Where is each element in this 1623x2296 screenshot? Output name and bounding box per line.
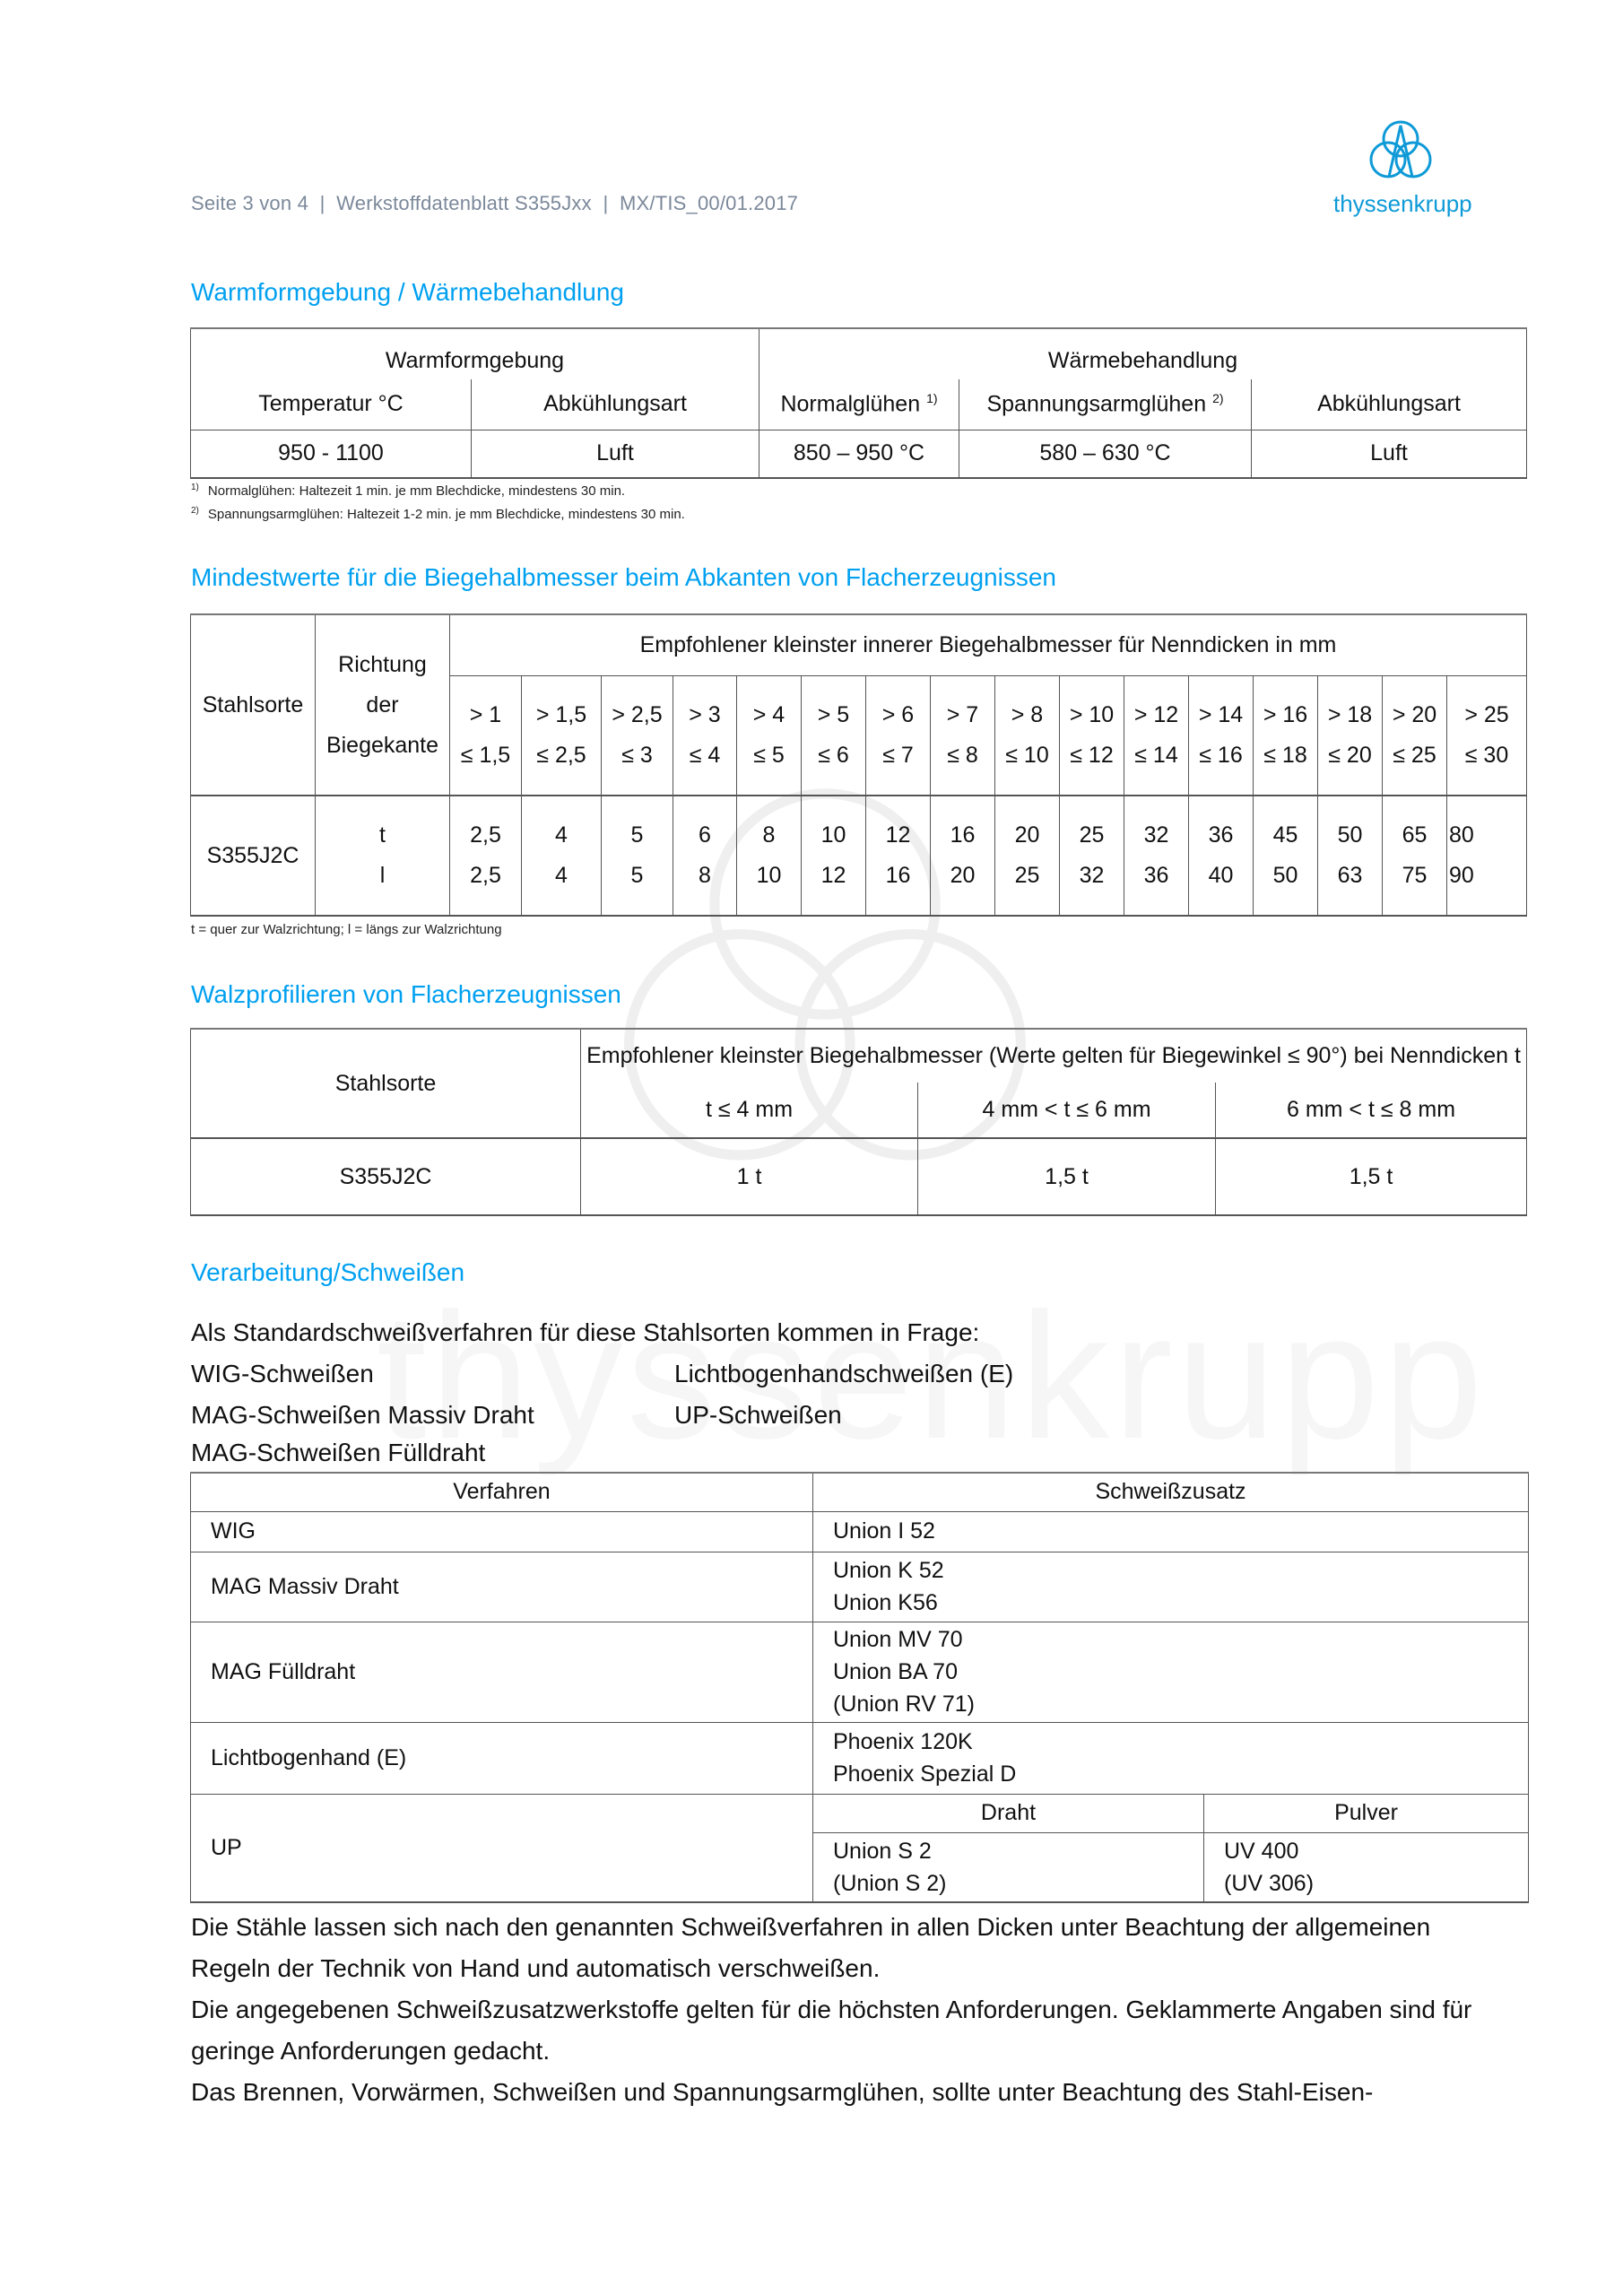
cell-bend-value: 25 32 bbox=[1060, 796, 1124, 916]
cell-value: 1 t bbox=[581, 1138, 918, 1215]
cell-zusatz-lichtbogen: Phoenix 120K Phoenix Spezial D bbox=[813, 1722, 1529, 1794]
col-header-pulver: Pulver bbox=[1204, 1794, 1529, 1832]
cell-up-pulver: UV 400 (UV 306) bbox=[1204, 1832, 1529, 1902]
cell-value: 1,5 t bbox=[918, 1138, 1216, 1215]
process-lichtbogen: Lichtbogenhandschweißen (E) bbox=[674, 1360, 1014, 1387]
table-row bbox=[191, 1722, 1529, 1794]
footnote-richtung: t = quer zur Walzrichtung; l = längs zur Walzrichtung bbox=[191, 922, 502, 937]
cell-zusatz-mag-fuell: Union MV 70 Union BA 70 (Union RV 71) bbox=[813, 1622, 1529, 1722]
col-header-range: > 14 ≤ 16 bbox=[1189, 675, 1254, 796]
cell-bend-value: 50 63 bbox=[1318, 796, 1383, 916]
cell-up-draht: Union S 2 (Union S 2) bbox=[813, 1832, 1204, 1902]
group-header-warmformgebung: Warmformgebung bbox=[191, 328, 759, 379]
paragraph-line: Die angegebenen Schweißzusatzwerkstoffe gelten für die höchsten Anforderungen. Geklammerte Angaben sind für bbox=[191, 1996, 1472, 2023]
cell-verfahren-wig: WIG bbox=[191, 1511, 813, 1552]
col-header-range: > 7 ≤ 8 bbox=[931, 675, 995, 796]
cell-bend-value: 65 75 bbox=[1383, 796, 1447, 916]
process-wig: WIG-Schweißen bbox=[191, 1360, 374, 1387]
cell-bend-value: 2,5 2,5 bbox=[450, 796, 522, 916]
section-title-walzprofilieren: Walzprofilieren von Flacherzeugnissen bbox=[191, 980, 621, 1008]
group-header-waermebehandlung: Wärmebehandlung bbox=[759, 328, 1527, 379]
cell-richtung: t l bbox=[316, 796, 450, 916]
cell-bend-value: 16 20 bbox=[931, 796, 995, 916]
cell-stahlsorte: S355J2C bbox=[191, 796, 316, 916]
col-header-temperatur: Temperatur °C bbox=[191, 379, 472, 430]
footnote-1: $^{1)}$ Normalglühen: Haltezeit 1 min. je mm Blechdicke, mindestens 30 min. bbox=[191, 483, 626, 499]
cell-bend-value: 4 4 bbox=[522, 796, 602, 916]
roll-forming-table bbox=[190, 1028, 1527, 1216]
section-title-schweissen: Verarbeitung/Schweißen bbox=[191, 1258, 465, 1286]
col-header-richtung: Richtung der Biegekante bbox=[316, 614, 450, 796]
col-header-4-6: 4 mm < t ≤ 6 mm bbox=[918, 1083, 1216, 1138]
col-header-stahlsorte: Stahlsorte bbox=[191, 614, 316, 796]
process-mag-fuell: MAG-Schweißen Fülldraht bbox=[191, 1439, 486, 1466]
paragraph-line: Das Brennen, Vorwärmen, Schweißen und Spannungsarmglühen, sollte unter Beachtung des Stahl-Eisen- bbox=[191, 2078, 1374, 2106]
table-row bbox=[191, 430, 1527, 478]
cell-bend-value: 20 25 bbox=[995, 796, 1060, 916]
welding-paragraphs bbox=[191, 1907, 1471, 2113]
col-header-range: > 3 ≤ 4 bbox=[673, 675, 737, 796]
table-row bbox=[191, 1138, 1527, 1215]
cell-normalgluehen: 850 – 950 °C bbox=[759, 430, 959, 478]
col-header-abkuehlungsart-2: Abkühlungsart bbox=[1252, 379, 1527, 430]
col-header-spannungsarmgluehen: Spannungsarmglühen $^{2)}$ bbox=[959, 379, 1252, 430]
cell-abkuehlungsart-2: Luft bbox=[1252, 430, 1527, 478]
col-header-stahlsorte-2: Stahlsorte bbox=[191, 1029, 581, 1138]
cell-verfahren-mag-massiv: MAG Massiv Draht bbox=[191, 1552, 813, 1622]
table-row bbox=[191, 1552, 1529, 1622]
footnote-2: $^{2)}$ Spannungsarmglühen: Haltezeit 1-2 min. je mm Blechdicke, mindestens 30 min. bbox=[191, 506, 685, 522]
cell-verfahren-lichtbogen: Lichtbogenhand (E) bbox=[191, 1722, 813, 1794]
section-title-biegehalbmesser: Mindestwerte für die Biegehalbmesser beim Abkanten von Flacherzeugnissen bbox=[191, 563, 1056, 591]
col-header-range: > 18 ≤ 20 bbox=[1318, 675, 1383, 796]
bending-radius-table bbox=[190, 613, 1527, 917]
cell-bend-value: 8 10 bbox=[737, 796, 802, 916]
cell-bend-value: 80 90 bbox=[1447, 796, 1527, 916]
table-row bbox=[191, 1511, 1529, 1552]
paragraph-line: Die Stähle lassen sich nach den genannten Schweißverfahren in allen Dicken unter Beachtung der allgemeinen bbox=[191, 1913, 1431, 1941]
cell-bend-value: 5 5 bbox=[602, 796, 673, 916]
col-header-6-8: 6 mm < t ≤ 8 mm bbox=[1216, 1083, 1527, 1138]
group-header-empfohlener-2: Empfohlener kleinster Biegehalbmesser (Werte gelten für Biegewinkel ≤ 90°) bei Nenndicken t bbox=[581, 1029, 1527, 1083]
cell-spannungsarmgluehen: 580 – 630 °C bbox=[959, 430, 1252, 478]
page-header-info: Seite 3 von 4 | Werkstoffdatenblatt S355Jxx | MX/TIS_00/01.2017 bbox=[191, 192, 799, 214]
col-header-range: > 1 ≤ 1,5 bbox=[450, 675, 522, 796]
cell-bend-value: 12 16 bbox=[866, 796, 931, 916]
cell-zusatz-wig: Union I 52 bbox=[813, 1511, 1529, 1552]
brand-logo bbox=[1333, 117, 1472, 224]
process-mag-massiv: MAG-Schweißen Massiv Draht bbox=[191, 1401, 534, 1429]
cell-bend-value: 36 40 bbox=[1189, 796, 1254, 916]
col-header-normalgluehen: Normalglühen $^{1)}$ bbox=[759, 379, 959, 430]
cell-value: 1,5 t bbox=[1216, 1138, 1527, 1215]
cell-verfahren-mag-fuell: MAG Fülldraht bbox=[191, 1622, 813, 1722]
heat-treatment-table bbox=[190, 327, 1527, 479]
cell-temperatur: 950 - 1100 bbox=[191, 430, 472, 478]
col-header-range: > 6 ≤ 7 bbox=[866, 675, 931, 796]
col-header-verfahren: Verfahren bbox=[191, 1473, 813, 1511]
cell-bend-value: 10 12 bbox=[802, 796, 866, 916]
group-header-empfohlener: Empfohlener kleinster innerer Biegehalbmesser für Nenndicken in mm bbox=[450, 614, 1527, 675]
col-header-range: > 10 ≤ 12 bbox=[1060, 675, 1124, 796]
col-header-range: > 8 ≤ 10 bbox=[995, 675, 1060, 796]
col-header-range: > 1,5 ≤ 2,5 bbox=[522, 675, 602, 796]
paragraph-line: geringe Anforderungen gedacht. bbox=[191, 2037, 551, 2065]
col-header-range: > 5 ≤ 6 bbox=[802, 675, 866, 796]
cell-abkuehlungsart: Luft bbox=[472, 430, 759, 478]
section-title-warmformgebung: Warmformgebung / Wärmebehandlung bbox=[191, 278, 624, 306]
col-header-range: > 25 ≤ 30 bbox=[1447, 675, 1527, 796]
paragraph-line: Regeln der Technik von Hand und automatisch verschweißen. bbox=[191, 1954, 881, 1982]
welding-intro: Als Standardschweißverfahren für diese Stahlsorten kommen in Frage: bbox=[191, 1318, 980, 1346]
col-header-range: > 2,5 ≤ 3 bbox=[602, 675, 673, 796]
col-header-t-le-4: t ≤ 4 mm bbox=[581, 1083, 918, 1138]
col-header-range: > 12 ≤ 14 bbox=[1124, 675, 1189, 796]
process-up: UP-Schweißen bbox=[674, 1401, 842, 1429]
table-row bbox=[191, 1622, 1529, 1722]
col-header-schweisszusatz: Schweißzusatz bbox=[813, 1473, 1529, 1511]
col-header-draht: Draht bbox=[813, 1794, 1204, 1832]
welding-consumables-table bbox=[190, 1472, 1529, 1903]
logo-wordmark: thyssenkrupp bbox=[1333, 190, 1472, 217]
cell-stahlsorte: S355J2C bbox=[191, 1138, 581, 1215]
cell-bend-value: 6 8 bbox=[673, 796, 737, 916]
cell-zusatz-mag-massiv: Union K 52 Union K56 bbox=[813, 1552, 1529, 1622]
thyssenkrupp-rings-icon bbox=[1333, 117, 1468, 188]
cell-bend-value: 32 36 bbox=[1124, 796, 1189, 916]
col-header-range: > 16 ≤ 18 bbox=[1254, 675, 1318, 796]
cell-verfahren-up: UP bbox=[191, 1794, 813, 1902]
cell-bend-value: 45 50 bbox=[1254, 796, 1318, 916]
col-header-range: > 20 ≤ 25 bbox=[1383, 675, 1447, 796]
col-header-abkuehlungsart: Abkühlungsart bbox=[472, 379, 759, 430]
col-header-range: > 4 ≤ 5 bbox=[737, 675, 802, 796]
